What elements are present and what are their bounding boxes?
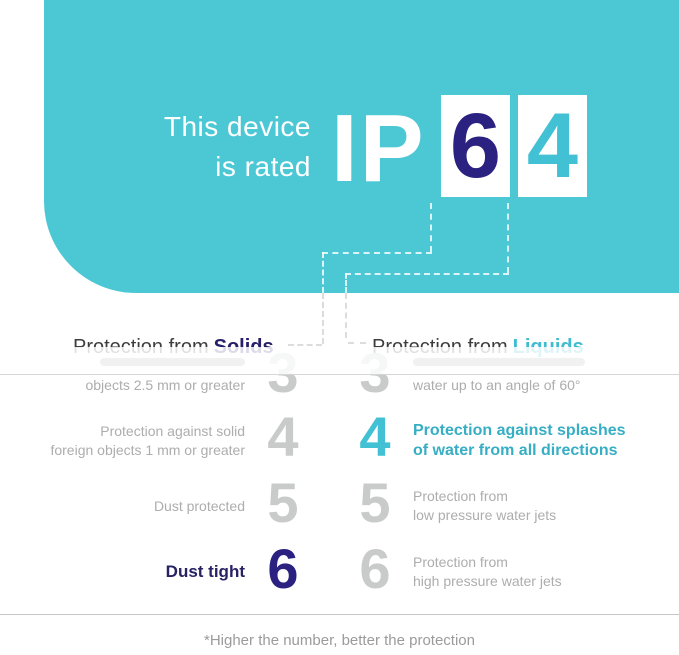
footer-divider	[0, 614, 679, 615]
connector-liquids-segment-1	[507, 203, 509, 273]
row-6-solids-numeral-highlighted: 6	[267, 537, 299, 600]
hero-caption-line1: This device	[163, 111, 311, 142]
row-6-liquids-numeral: 6	[359, 537, 391, 600]
connector-solids-segment-2	[322, 252, 432, 254]
hero-caption-line2: is rated	[215, 151, 311, 182]
solids-digit-box	[441, 95, 510, 197]
row-4-liquids-description-line2: of water from all directions	[413, 442, 618, 459]
connector-solids-segment-3	[322, 252, 324, 293]
row-4-liquids-description-line1: Protection against splashes	[413, 422, 626, 439]
row-4-solids-label	[0, 422, 245, 460]
row-4-liquids-description-highlighted	[413, 421, 653, 461]
row-6-solids-label-highlighted: Dust tight	[165, 562, 245, 581]
solids-digit: 6	[449, 95, 502, 197]
hero-banner	[44, 0, 679, 293]
row-4-solids-label-line2: foreign objects 1 mm or greater	[50, 442, 245, 458]
table-top-divider	[0, 374, 679, 375]
liquids-digit-box	[518, 95, 587, 197]
ip-label: IP	[331, 95, 426, 202]
connector-liquids-segment-3	[345, 273, 347, 293]
row-4-liquids-numeral-highlighted: 4	[359, 405, 391, 468]
footer-note: *Higher the number, better the protection	[204, 632, 475, 649]
row-5-liquids-numeral: 5	[359, 471, 391, 534]
liquids-digit: 4	[526, 95, 579, 197]
row-6-liquids-description-line2: high pressure water jets	[413, 573, 562, 589]
row-3-faded-text-left	[100, 358, 245, 366]
row-3-faded-text-right	[413, 358, 585, 366]
row-5-solids-label: Dust protected	[153, 498, 245, 514]
row-6-liquids-description-line1: Protection from	[413, 554, 508, 570]
row-6-liquids-description	[413, 553, 653, 591]
row-4-solids-label-line1: Protection against solid	[100, 423, 245, 439]
connector-solids-segment-1	[430, 203, 432, 252]
row-3-solids-label: objects 2.5 mm or greater	[85, 377, 245, 393]
row-5-liquids-description-line2: low pressure water jets	[413, 507, 557, 523]
row-5-liquids-description-line1: Protection from	[413, 488, 508, 504]
connector-solids-segment-4	[322, 293, 324, 344]
connector-liquids-segment-4	[345, 293, 347, 338]
row-4-solids-numeral: 4	[267, 405, 299, 468]
row-5-liquids-description	[413, 487, 653, 525]
connector-liquids-segment-2	[345, 273, 509, 275]
row-5-solids-numeral: 5	[267, 471, 299, 534]
hero-caption	[104, 107, 311, 187]
row-3-liquids-description: water up to an angle of 60°	[413, 377, 581, 393]
